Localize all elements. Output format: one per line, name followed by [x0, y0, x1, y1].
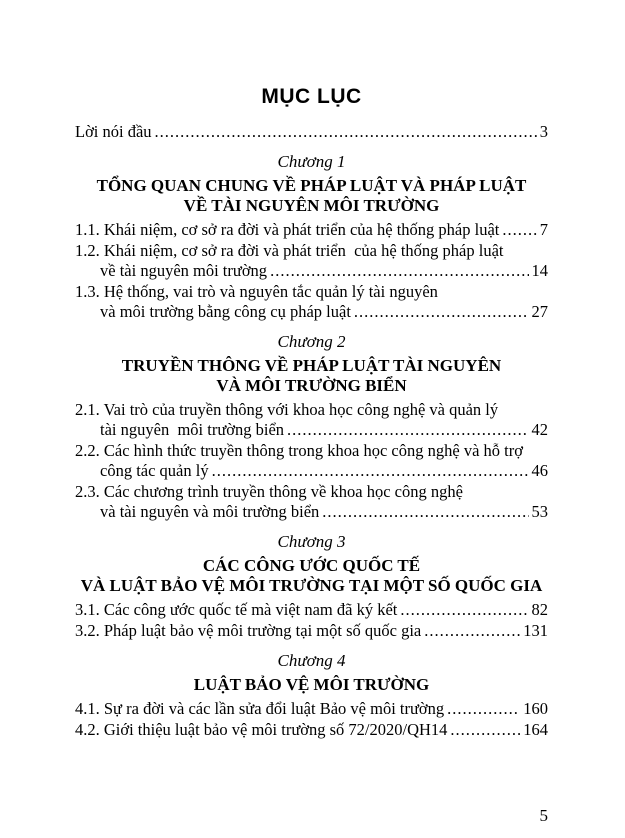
toc-entry-line: [75, 282, 548, 302]
dot-leader: [155, 122, 537, 142]
toc-entry-text: Lời nói đầu: [75, 122, 152, 141]
toc-entry-page: 7: [539, 220, 548, 239]
toc-entry-page: 53: [531, 502, 548, 521]
toc-entry-text: 4.2. Giới thiệu luật bảo vệ môi trường số 72/2020/QH14: [75, 720, 448, 739]
toc-entry-text: và tài nguyên và môi trường biển: [100, 502, 320, 521]
toc-entry: [75, 699, 548, 719]
toc-entry-text: tài nguyên môi trường biển: [100, 420, 285, 439]
toc-entry-line: [75, 720, 548, 740]
toc-entry-text: 1.2. Khái niệm, cơ sở ra đời và phát triển của hệ thống pháp luật: [75, 241, 504, 260]
chapter-title: [75, 556, 548, 596]
toc-entry: [75, 600, 548, 620]
toc-entry-line: [75, 420, 548, 440]
toc-entry-text: 2.2. Các hình thức truyền thông trong khoa học công nghệ và hỗ trợ: [75, 441, 523, 460]
toc-entry-line: [75, 441, 548, 461]
toc-entry-text: 3.1. Các công ước quốc tế mà việt nam đã ký kết: [75, 600, 398, 619]
toc-entry: [75, 720, 548, 740]
chapter-title-line: LUẬT BẢO VỆ MÔI TRƯỜNG: [193, 675, 430, 694]
toc-entry-line: [75, 461, 548, 481]
toc-entry: [75, 282, 548, 322]
chapter-title: [75, 176, 548, 216]
toc-entry-line: [75, 502, 548, 522]
dot-leader: [354, 302, 529, 322]
toc-entry-line: [75, 400, 548, 420]
chapter-label: Chương 1: [277, 152, 346, 171]
dot-leader: [212, 461, 529, 481]
dot-leader: [447, 699, 520, 719]
toc-entry-page: 164: [523, 720, 548, 739]
dot-leader: [424, 621, 520, 641]
chapter-label: Chương 3: [277, 532, 346, 551]
toc-entry: [75, 441, 548, 481]
dot-leader: [400, 600, 528, 620]
toc-entry-text: 4.1. Sự ra đời và các lần sửa đổi luật Bảo vệ môi trường: [75, 699, 445, 718]
toc-entry-text: 2.3. Các chương trình truyền thông về khoa học công nghệ: [75, 482, 463, 501]
toc-entry-page: 131: [523, 621, 548, 640]
chapter-title-line: TRUYỀN THÔNG VỀ PHÁP LUẬT TÀI NGUYÊN: [121, 356, 502, 375]
chapter-title-line: VÀ LUẬT BẢO VỆ MÔI TRƯỜNG TẠI MỘT SỐ QUỐC GIA: [80, 576, 543, 595]
toc-entry-line: [75, 699, 548, 719]
toc-entry: [75, 400, 548, 440]
chapter-title: [75, 356, 548, 396]
toc-entry-page: 3: [539, 122, 548, 141]
toc-entry-line: [75, 302, 548, 322]
toc-entry: [75, 220, 548, 240]
toc-entry-page: 82: [531, 600, 548, 619]
dot-leader: [322, 502, 528, 522]
chapter-list: [75, 152, 548, 740]
chapter-block: [75, 152, 548, 322]
toc-entry-text: về tài nguyên môi trường: [100, 261, 268, 280]
toc-entry-page: 46: [531, 461, 548, 480]
toc-entry-line: [75, 122, 548, 142]
toc-entry-line: [75, 220, 548, 240]
toc-entry-text: 1.3. Hệ thống, vai trò và nguyên tắc quản lý tài nguyên: [75, 282, 438, 301]
toc-entry: [75, 241, 548, 281]
toc-entry-line: [75, 241, 548, 261]
dot-leader: [502, 220, 536, 240]
chapter-title-line: VỀ TÀI NGUYÊN MÔI TRƯỜNG: [183, 196, 440, 215]
toc-entry-text: 2.1. Vai trò của truyền thông với khoa học công nghệ và quản lý: [75, 400, 499, 419]
page-number: 5: [539, 806, 548, 825]
toc-entry-text: 3.2. Pháp luật bảo vệ môi trường tại một số quốc gia: [75, 621, 422, 640]
chapter-title-line: CÁC CÔNG ƯỚC QUỐC TẾ: [202, 556, 421, 575]
chapter-block: [75, 532, 548, 641]
toc-entry-page: 14: [531, 261, 548, 280]
chapter-label: Chương 4: [277, 651, 346, 670]
toc-entry-text: và môi trường bằng công cụ pháp luật: [100, 302, 351, 321]
toc-entry: [75, 482, 548, 522]
toc-entry-line: [75, 261, 548, 281]
chapter-title-line: TỔNG QUAN CHUNG VỀ PHÁP LUẬT VÀ PHÁP LUẬT: [96, 176, 527, 195]
toc-entry-page: 27: [531, 302, 548, 321]
chapter-label: Chương 2: [277, 332, 346, 351]
toc-entry-page: 160: [523, 699, 548, 718]
dot-leader: [287, 420, 528, 440]
chapter-block: [75, 651, 548, 740]
toc-entry-text: 1.1. Khái niệm, cơ sở ra đời và phát triển của hệ thống pháp luật: [75, 220, 500, 239]
toc-entry: [75, 621, 548, 641]
toc-entry-line: [75, 482, 548, 502]
dot-leader: [270, 261, 528, 281]
chapter-title: [75, 675, 548, 695]
toc-entry-text: công tác quản lý: [100, 461, 209, 480]
page-title: MỤC LỤC: [261, 85, 362, 108]
chapter-title-line: VÀ MÔI TRƯỜNG BIỂN: [216, 376, 407, 395]
chapter-block: [75, 332, 548, 522]
toc-entry-line: [75, 600, 548, 620]
toc-entry-page: 42: [531, 420, 548, 439]
front-matter-entry: [75, 122, 548, 142]
toc-entry-line: [75, 621, 548, 641]
dot-leader: [450, 720, 520, 740]
